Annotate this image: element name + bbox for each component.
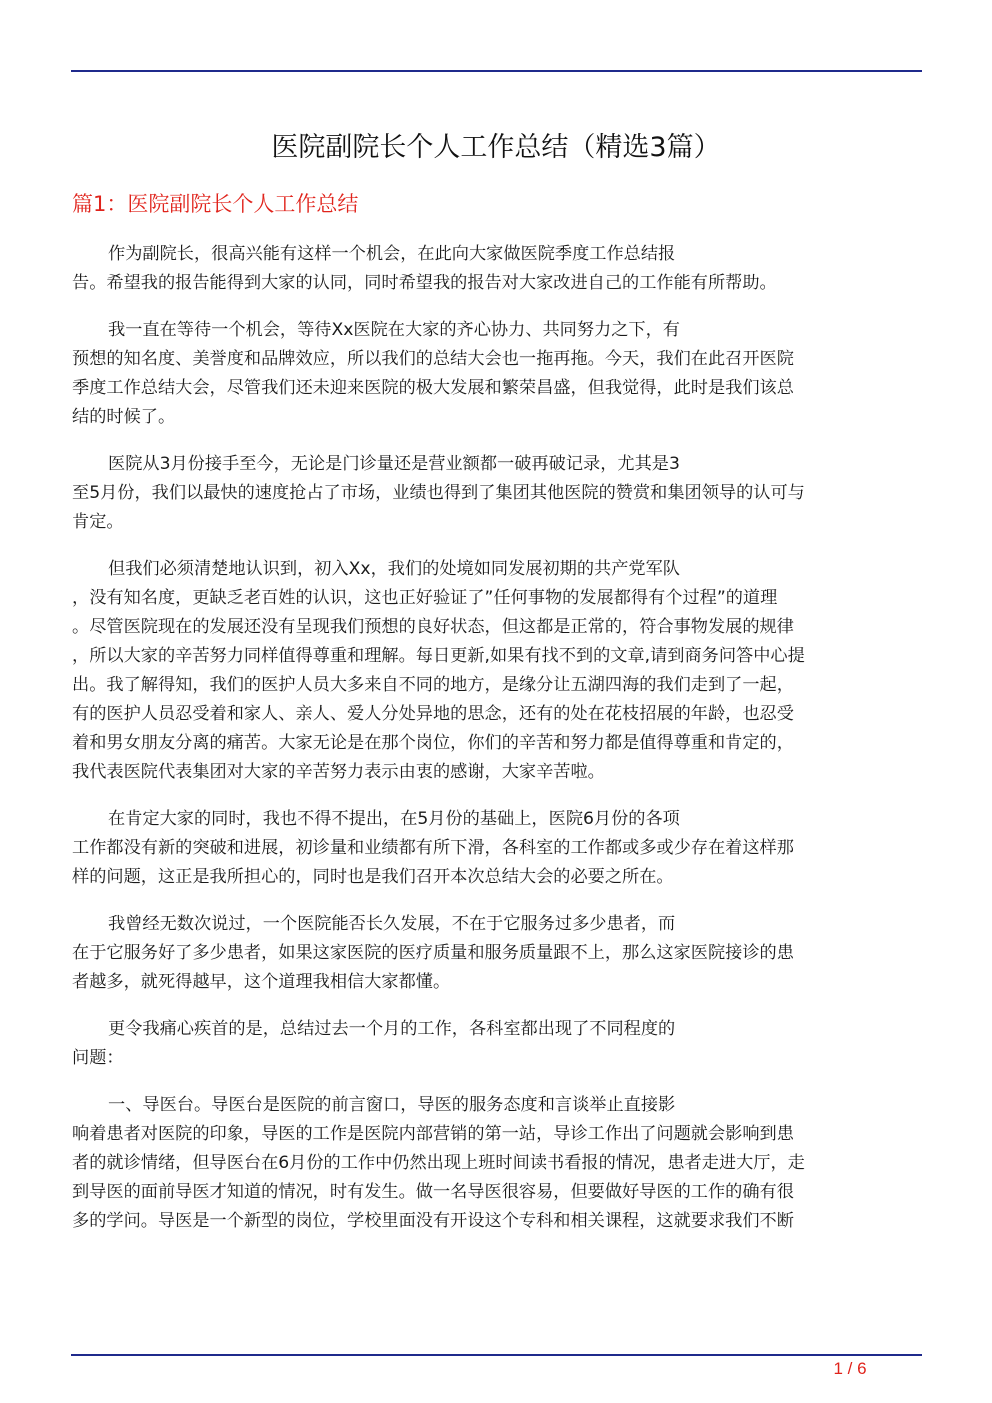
paragraph-line: 问题： bbox=[72, 1048, 124, 1068]
paragraph-line: ，所以大家的辛苦努力同样值得尊重和理解。每日更新,如果有找不到的文章,请到商务问答中心提 bbox=[72, 646, 805, 666]
paragraph-line: 季度工作总结大会，尽管我们还未迎来医院的极大发展和繁荣昌盛，但我觉得，此时是我们该总 bbox=[72, 378, 794, 398]
body-paragraph bbox=[72, 1015, 920, 1073]
paragraph-line: 更令我痛心疾首的是，总结过去一个月的工作，各科室都出现了不同程度的 bbox=[108, 1019, 676, 1039]
section-heading: 篇1：医院副院长个人工作总结 bbox=[72, 192, 359, 216]
paragraph-line: 在肯定大家的同时，我也不得不提出，在5月份的基础上，医院6月份的各项 bbox=[108, 809, 680, 829]
paragraph-line: 。尽管医院现在的发展还没有呈现我们预想的良好状态，但这都是正常的，符合事物发展的规律 bbox=[72, 617, 794, 637]
paragraph-line: ，没有知名度，更缺乏老百姓的认识，这也正好验证了”任何事物的发展都得有个过程”的道理 bbox=[72, 588, 778, 608]
paragraph-line: 我曾经无数次说过，一个医院能否长久发展，不在于它服务过多少患者，而 bbox=[108, 914, 676, 934]
body-paragraph bbox=[72, 555, 920, 787]
paragraph-line: 至5月份，我们以最快的速度抢占了市场，业绩也得到了集团其他医院的赞赏和集团领导的认可与 bbox=[72, 483, 805, 503]
body-paragraph bbox=[72, 1091, 920, 1236]
paragraph-line: 有的医护人员忍受着和家人、亲人、爱人分处异地的思念，还有的处在花枝招展的年龄，也忍受 bbox=[72, 704, 794, 724]
body-paragraph bbox=[72, 910, 920, 997]
paragraph-line: 者的就诊情绪，但导医台在6月份的工作中仍然出现上班时间读书看报的情况，患者走进大厅，走 bbox=[72, 1153, 805, 1173]
paragraph-line: 肯定。 bbox=[72, 512, 124, 532]
paragraph-line: 出。我了解得知，我们的医护人员大多来自不同的地方，是缘分让五湖四海的我们走到了一起， bbox=[72, 675, 794, 695]
paragraph-line: 多的学问。导医是一个新型的岗位，学校里面没有开设这个专科和相关课程，这就要求我们不断 bbox=[72, 1211, 794, 1231]
paragraph-line: 预想的知名度、美誉度和品牌效应，所以我们的总结大会也一拖再拖。今天，我们在此召开医院 bbox=[72, 349, 794, 369]
paragraph-line: 着和男女朋友分离的痛苦。大家无论是在那个岗位，你们的辛苦和努力都是值得尊重和肯定的， bbox=[72, 733, 794, 753]
body-paragraph bbox=[72, 805, 920, 892]
paragraph-line: 在于它服务好了多少患者，如果这家医院的医疗质量和服务质量跟不上，那么这家医院接诊的患 bbox=[72, 943, 794, 963]
document-title: 医院副院长个人工作总结（精选3篇） bbox=[271, 132, 721, 163]
paragraph-line: 我一直在等待一个机会，等待Xx医院在大家的齐心协力、共同努力之下，有 bbox=[108, 320, 680, 340]
paragraph-line: 响着患者对医院的印象，导医的工作是医院内部营销的第一站，导诊工作出了问题就会影响到患 bbox=[72, 1124, 794, 1144]
footer-rule bbox=[71, 1354, 922, 1356]
paragraph-line: 工作都没有新的突破和进展，初诊量和业绩都有所下滑，各科室的工作都或多或少存在着这样那 bbox=[72, 838, 794, 858]
paragraph-line: 样的问题，这正是我所担心的，同时也是我们召开本次总结大会的必要之所在。 bbox=[72, 867, 674, 887]
paragraph-line: 我代表医院代表集团对大家的辛苦努力表示由衷的感谢，大家辛苦啦。 bbox=[72, 762, 605, 782]
body-paragraph bbox=[72, 316, 920, 432]
paragraph-line: 到导医的面前导医才知道的情况，时有发生。做一名导医很容易，但要做好导医的工作的确有很 bbox=[72, 1182, 794, 1202]
paragraph-line: 但我们必须清楚地认识到，初入Xx，我们的处境如同发展初期的共产党军队 bbox=[108, 559, 680, 579]
paragraph-line: 告。希望我的报告能得到大家的认同，同时希望我的报告对大家改进自己的工作能有所帮助。 bbox=[72, 273, 777, 293]
paragraph-line: 作为副院长，很高兴能有这样一个机会，在此向大家做医院季度工作总结报 bbox=[108, 244, 676, 264]
paragraph-line: 医院从3月份接手至今，无论是门诊量还是营业额都一破再破记录，尤其是3 bbox=[108, 454, 680, 474]
header-rule bbox=[71, 70, 922, 72]
body-paragraph bbox=[72, 450, 920, 537]
document-body bbox=[72, 240, 920, 1254]
page-number: 1 / 6 bbox=[833, 1359, 867, 1378]
paragraph-line: 者越多，就死得越早，这个道理我相信大家都懂。 bbox=[72, 972, 451, 992]
paragraph-line: 一、导医台。导医台是医院的前言窗口，导医的服务态度和言谈举止直接影 bbox=[108, 1095, 676, 1115]
paragraph-line: 结的时候了。 bbox=[72, 407, 176, 427]
body-paragraph bbox=[72, 240, 920, 298]
